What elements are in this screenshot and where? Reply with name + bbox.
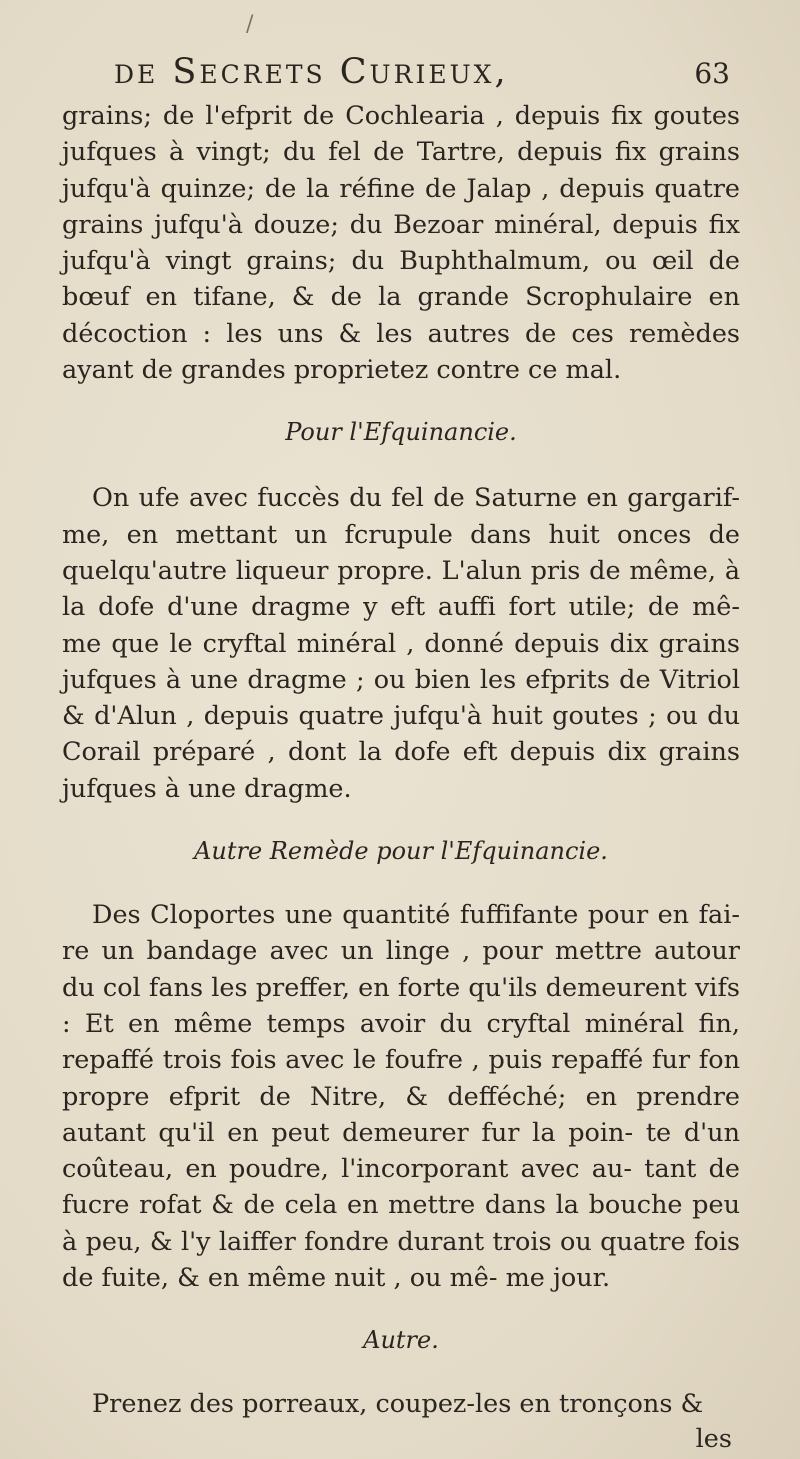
section-heading: Autre. xyxy=(363,1326,439,1355)
text-line: vifs : Et en même temps avoir du cryftal minéral xyxy=(62,972,740,1039)
text-line: grains; de l'efprit de Cochlearia , depuis fix goutes xyxy=(62,101,740,131)
text-line: Des Cloportes une quantité fuffifante pour en fai- xyxy=(92,900,740,931)
section-4 xyxy=(62,1326,740,1454)
text-line: grains jufqu'à douze; du Bezoar minéral, depuis xyxy=(62,209,698,240)
text-line: jufques à vingt; du fel de Tartre, depuis fix grains xyxy=(62,137,740,168)
text-line: de bœuf en tifane, & de la grande Scrophulaire en xyxy=(62,246,741,313)
text-line: de grandes proprietez contre ce mal. xyxy=(141,355,622,386)
text-line: me, en mettant un fcrupule dans huit onces de xyxy=(62,519,740,550)
running-header xyxy=(62,52,740,94)
paragraph xyxy=(62,98,740,388)
text-line: jufques à une dragme ; ou bien les efprits de Vitriol xyxy=(62,664,740,695)
text-line: quelqu'autre liqueur propre. L'alun pris de même, xyxy=(62,555,716,586)
text-line: Prenez des porreaux, coupez-les en tronçons & xyxy=(92,1389,704,1420)
text-line: à la dofe d'une dragme y eft auffi fort utile; de mê- xyxy=(62,555,741,623)
text-line: me jour. xyxy=(505,1263,611,1294)
text-line: tant de fucre rofat & de cela en mettre dans la xyxy=(62,1154,741,1221)
section-heading: Pour l'Efquinancie. xyxy=(285,418,517,447)
text-line: fur fon propre efprit de Nitre, & defféché; en xyxy=(62,1045,741,1112)
margin-mark: / xyxy=(246,12,254,37)
paragraph xyxy=(62,480,740,807)
section-heading: Autre Remède pour l'Efquinancie. xyxy=(194,837,608,866)
text-line: fix jufqu'à vingt grains; du Buphthalmum, ou œil xyxy=(62,209,741,277)
text-line: On ufe avec fuccès du fel de Saturne en gargarif- xyxy=(92,483,740,514)
text-line: du Corail préparé , dont la dofe eft depuis dix grains xyxy=(62,701,740,768)
running-title: de Secrets Curieux, xyxy=(114,52,509,92)
text-line: du col fans les preffer, en forte qu'ils demeurent xyxy=(62,972,687,1003)
text-line: jufques à une dragme. xyxy=(62,773,352,804)
text-line: fin, repaffé trois fois avec le foufre , puis repaffé xyxy=(62,1008,740,1076)
page-number: 63 xyxy=(694,57,730,90)
paragraph xyxy=(62,897,740,1296)
section-1 xyxy=(62,98,740,388)
paragraph xyxy=(62,1386,740,1422)
text-line: ou quatre fois de fuite, & en même nuit , ou mê- xyxy=(62,1226,740,1294)
text-line: te d'un coûteau, en poudre, l'incorporant avec au- xyxy=(62,1117,741,1185)
text-line: jufqu'à quinze; de la réfine de Jalap , depuis quatre xyxy=(62,173,740,204)
section-3 xyxy=(62,837,740,1296)
text-line: prendre autant qu'il en peut demeurer fur la poin- xyxy=(62,1081,740,1148)
catchword: les xyxy=(695,1423,732,1454)
text-line: me que le cryftal minéral , donné depuis dix grains xyxy=(62,628,740,659)
text-line: décoction : les uns & les autres de ces remèdes ayant xyxy=(62,318,740,386)
section-2 xyxy=(62,418,740,807)
text-line: bouche peu à peu, & l'y laiffer fondre durant trois xyxy=(62,1190,741,1257)
text-line: & d'Alun , depuis quatre jufqu'à huit goutes ; ou xyxy=(62,701,698,732)
text-line: re un bandage avec un linge , pour mettre autour xyxy=(62,936,740,967)
